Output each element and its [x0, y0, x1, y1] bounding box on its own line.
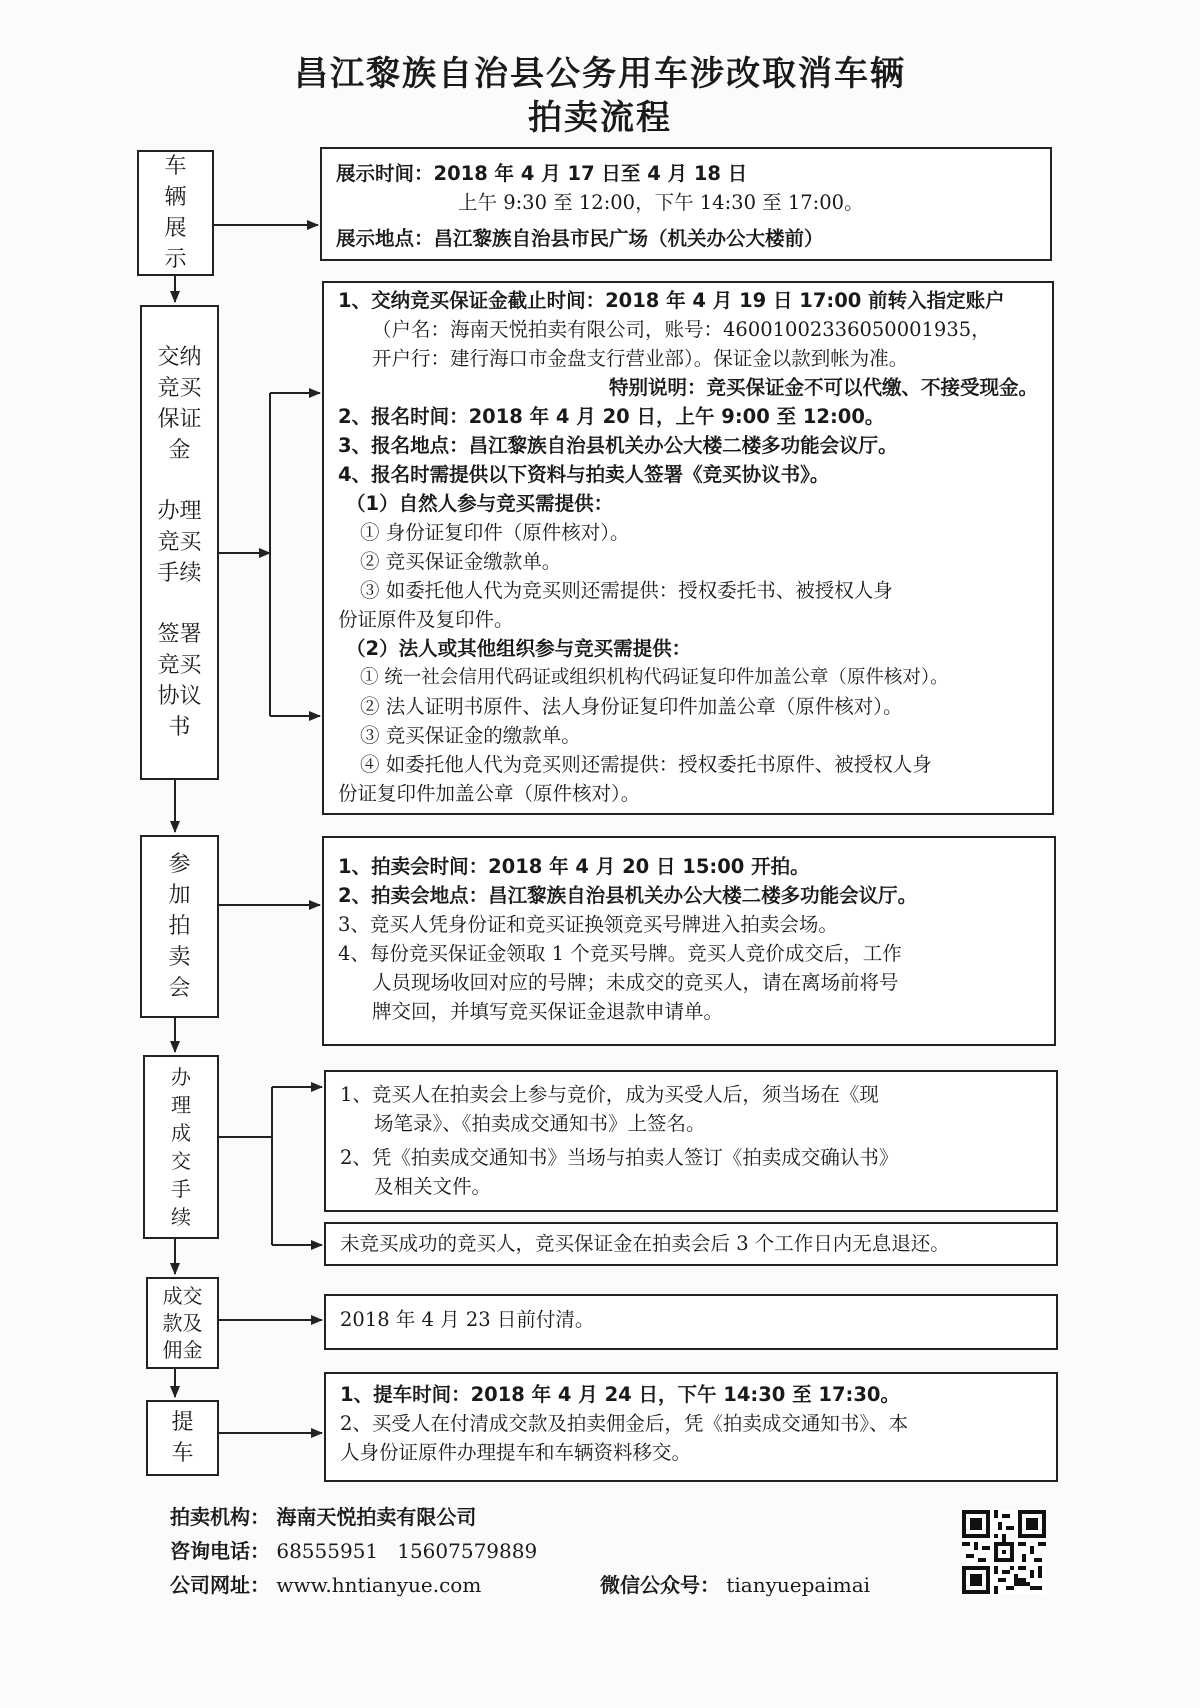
step-content-payment-commission: 2018 年 4 月 23 日前付清。: [324, 1294, 1058, 1350]
document-title-line2: 拍卖流程: [528, 98, 672, 138]
footer-wechat: 微信公众号： tianyuepaimai: [600, 1573, 871, 1597]
footer-web-row: 公司网址： www.hntianyue.com: [170, 1573, 482, 1597]
step-content-vehicle-display: 展示时间：2018 年 4 月 17 日至 4 月 18 日 上午 9:30 至 12:00，下午 14:30 至 17:00。 展示地点：昌江黎族自治县市民广场（机关办公大楼前）: [320, 147, 1052, 261]
step-label-vehicle-display: 车 辆 展 示: [137, 150, 214, 276]
step-content-attend-auction: 1、拍卖会时间：2018 年 4 月 20 日 15:00 开拍。 2、拍卖会地点：昌江黎族自治县机关办公大楼二楼多功能会议厅。 3、竞买人凭身份证和竞买证换领竞买号牌进入拍卖会场。 4、每份竞买保证金领取 1 个竞买号牌。竞买人竞价成交后，工作 人员现场收回对应的号牌；未成交的竞买人，请在离场前将号 牌交回，并填写竞买保证金退款申请单。: [322, 836, 1056, 1046]
step-label-complete-transaction: 办 理 成 交 手 续: [143, 1055, 219, 1239]
step-note-deposit-refund: 未竞买成功的竞买人，竞买保证金在拍卖会后 3 个工作日内无息退还。: [324, 1222, 1058, 1266]
step-label-vehicle-pickup: 提 车: [146, 1400, 219, 1476]
website-link[interactable]: www.hntianyue.com: [276, 1573, 482, 1597]
footer-phone-row: 咨询电话： 68555951 15607579889: [170, 1539, 538, 1563]
step-content-deposit-registration: 1、交纳竞买保证金截止时间：2018 年 4 月 19 日 17:00 前转入指定账户 （户名：海南天悦拍卖有限公司，账号：46001002336050001935， 开户行：建行海口市金盘支行营业部）。保证金以款到帐为准。 特别说明：竞买保证金不可以代缴、不接受现金。 2、报名时间：2018 年 4 月 20 日，上午 9:00 至 12:00。 3、报名地点：昌江黎族自治县机关办公大楼二楼多功能会议厅。 4、报名时需提供以下资料与拍卖人签署《竞买协议书》。 （1）自然人参与竞买需提供： ① 身份证复印件（原件核对）。 ② 竞买保证金缴款单。 ③ 如委托他人代为竞买则还需提供：授权委托书、被授权人身 份证原件及复印件。 （2）法人或其他组织参与竞买需提供： ① 统一社会信用代码证或组织机构代码证复印件加盖公章（原件核对）。 ② 法人证明书原件、法人身份证复印件加盖公章（原件核对）。 ③ 竞买保证金的缴款单。 ④ 如委托他人代为竞买则还需提供：授权委托书原件、被授权人身 份证复印件加盖公章（原件核对）。: [322, 281, 1054, 815]
document-title-line1: 昌江黎族自治县公务用车涉改取消车辆: [294, 54, 906, 94]
step-label-payment-commission: 成交 款及 佣金: [146, 1277, 219, 1369]
step-content-vehicle-pickup: 1、提车时间：2018 年 4 月 24 日，下午 14:30 至 17:30。 2、买受人在付清成交款及拍卖佣金后，凭《拍卖成交通知书》、本 人身份证原件办理提车和车辆资料移交。: [324, 1372, 1058, 1482]
qr-code-icon: [962, 1510, 1046, 1594]
footer-org-row: 拍卖机构： 海南天悦拍卖有限公司: [170, 1505, 477, 1529]
step-label-deposit-registration: 交纳 竞买 保证 金 办理 竞买 手续 签署 竞买 协议 书: [140, 305, 219, 780]
step-label-attend-auction: 参 加 拍 卖 会: [140, 835, 219, 1018]
footer-contact: [170, 1500, 537, 1602]
step-content-complete-transaction: 1、竞买人在拍卖会上参与竞价，成为买受人后，须当场在《现 场笔录》、《拍卖成交通知书》上签名。 2、凭《拍卖成交通知书》当场与拍卖人签订《拍卖成交确认书》 及相关文件。: [324, 1070, 1058, 1212]
